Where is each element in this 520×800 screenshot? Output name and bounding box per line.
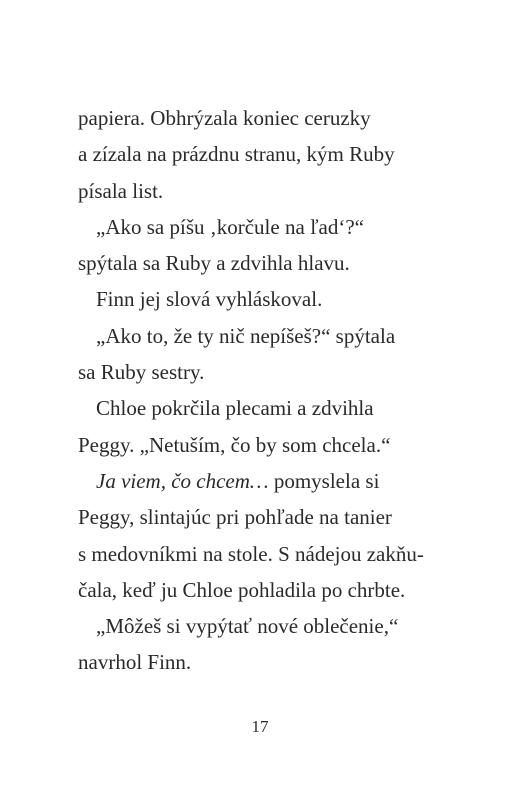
text-line: „Ako sa píšu ‚korčule na ľad‘?“ [96,214,365,239]
text-line: Peggy. „Netuším, čo by som chcela.“ [78,432,391,457]
text-line [78,463,458,499]
text-line: Peggy, slintajúc pri pohľade na tanier [78,505,392,530]
text-line: spýtala sa Ruby a zdvihla hlavu. [78,251,350,276]
body-text [78,100,458,681]
text-line: sa Ruby sestry. [78,360,205,385]
text-fragment: pomyslela si [273,468,380,493]
text-line: Finn jej slová vyhláskoval. [96,287,323,312]
text-line: Chloe pokrčila plecami a zdvihla [96,396,374,421]
italic-thought: Ja viem, čo chcem… [96,468,269,493]
text-line: „Ako to, že ty nič nepíšeš?“ spýtala [96,323,396,348]
page-number: 17 [251,717,269,736]
text-line: navrhol Finn. [78,650,192,675]
text-line: s medovníkmi na stole. S nádejou zakňu- [78,541,424,566]
text-line: čala, keď ju Chloe pohladila po chrbte. [78,577,406,602]
text-line: papiera. Obhrýzala koniec ceruzky [78,106,371,130]
text-line: písala list. [78,178,164,203]
text-line: „Môžeš si vypýtať nové oblečenie,“ [96,614,399,639]
text-line: a zízala na prázdnu stranu, kým Ruby [78,142,395,167]
